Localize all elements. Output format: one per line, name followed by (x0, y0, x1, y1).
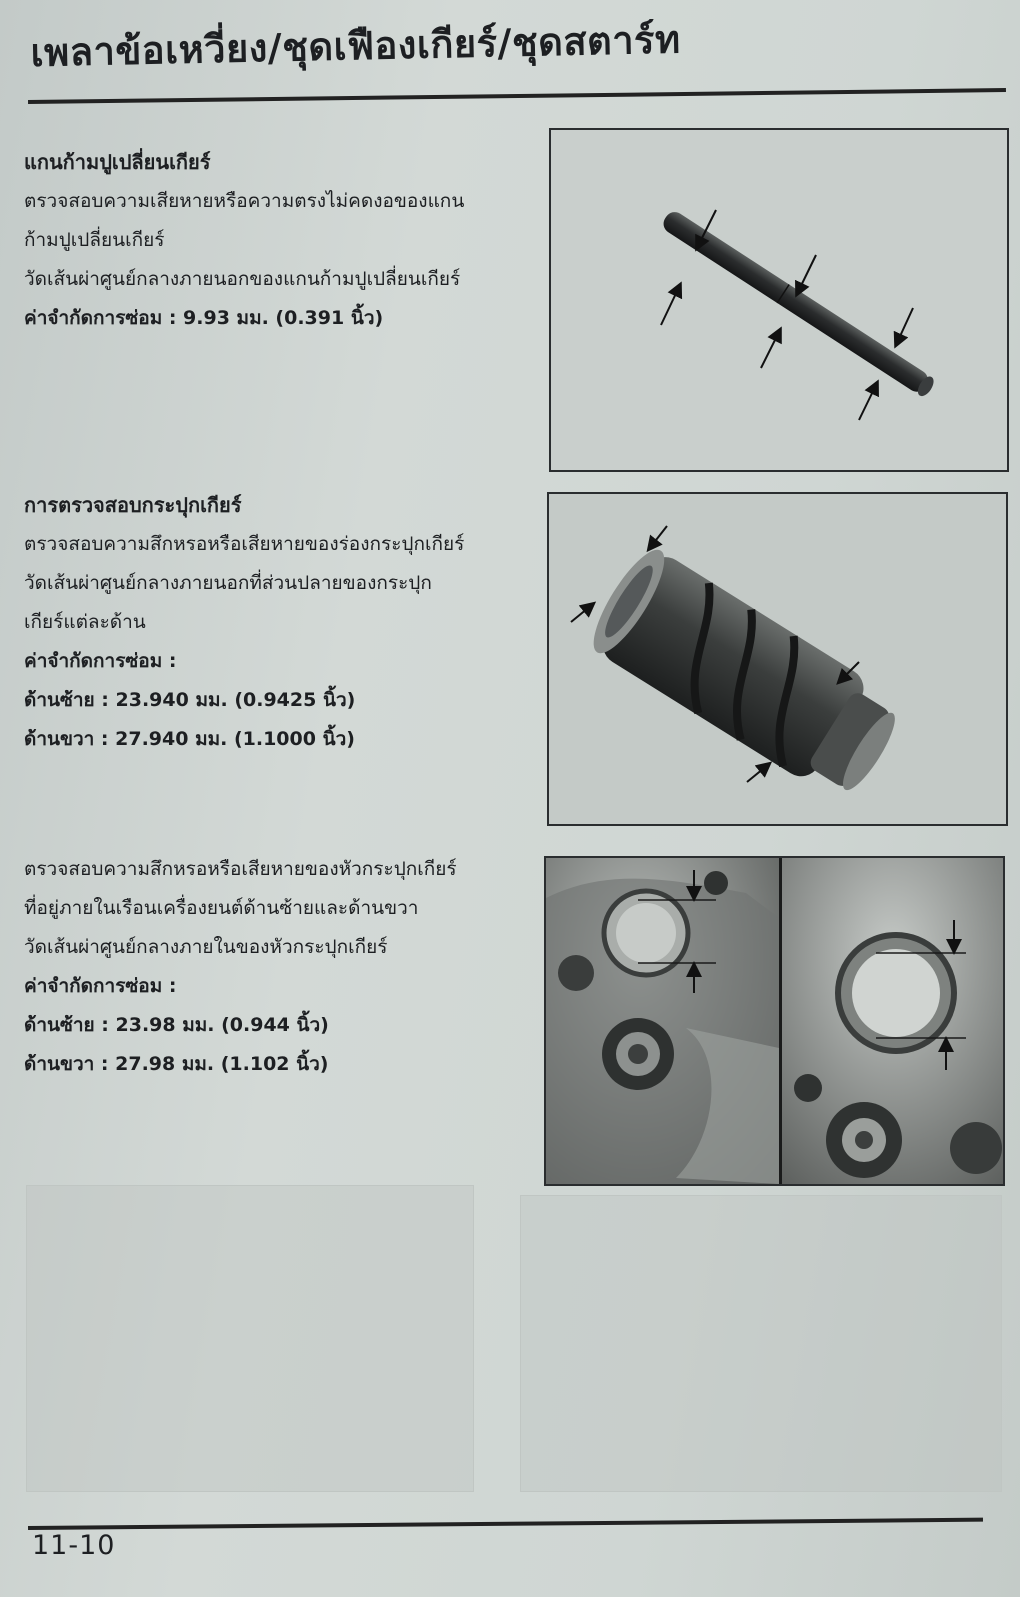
service-limit: ค่าจำกัดการซ่อม : 9.93 มม. (0.391 นิ้ว) (24, 307, 384, 329)
page-title: เพลาข้อเหวี่ยง/ชุดเฟืองเกียร์/ชุดสตาร์ท (30, 17, 681, 75)
body-line: เกียร์แต่ละด้าน (24, 611, 146, 633)
section-shift-drum (24, 486, 524, 759)
crankcase-with-measurement-lines-icon (546, 858, 1003, 1184)
shaft-with-measurement-arrows-icon (551, 130, 1007, 470)
crankcase-journal-photo (544, 856, 1005, 1186)
body-line: วัดเส้นผ่าศูนย์กลางภายนอกของแกนก้ามปูเปลี่ยนเกียร์ (24, 268, 461, 290)
body-line: วัดเส้นผ่าศูนย์กลางภายในของหัวกระปุกเกียร์ (24, 936, 388, 958)
body-line: ตรวจสอบความสึกหรอหรือเสียหายของหัวกระปุกเกียร์ (24, 858, 457, 880)
body-line: ตรวจสอบความเสียหายหรือความตรงไม่คดงอของแกน (24, 190, 465, 212)
drum-with-measurement-arrows-icon (549, 494, 1006, 824)
shift-fork-shaft-photo (549, 128, 1009, 472)
section-heading: แกนก้ามปูเปลี่ยนเกียร์ (24, 150, 211, 174)
service-limit-label: ค่าจำกัดการซ่อม : (24, 975, 177, 997)
shift-drum-photo (547, 492, 1008, 826)
service-limit-label: ค่าจำกัดการซ่อม : (24, 650, 177, 672)
section-heading: การตรวจสอบกระปุกเกียร์ (24, 493, 242, 517)
show-through-area (26, 1185, 474, 1492)
service-limit-left: ด้านซ้าย : 23.98 มม. (0.944 นิ้ว) (24, 1014, 329, 1036)
section-shift-fork-shaft (24, 143, 524, 338)
body-line: ที่อยู่ภายในเรือนเครื่องยนต์ด้านซ้ายและด้านขวา (24, 897, 419, 919)
service-limit-right: ด้านขวา : 27.940 มม. (1.1000 นิ้ว) (24, 728, 355, 750)
page-number: 11-10 (32, 1530, 116, 1561)
body-line: ก้ามปูเปลี่ยนเกียร์ (24, 229, 165, 251)
body-line: ตรวจสอบความสึกหรอหรือเสียหายของร่องกระปุกเกียร์ (24, 533, 465, 555)
service-limit-left: ด้านซ้าย : 23.940 มม. (0.9425 นิ้ว) (24, 689, 356, 711)
body-line: วัดเส้นผ่าศูนย์กลางภายนอกที่ส่วนปลายของกระปุก (24, 572, 432, 594)
section-drum-journal (24, 850, 524, 1084)
service-limit-right: ด้านขวา : 27.98 มม. (1.102 นิ้ว) (24, 1053, 329, 1075)
show-through-area (520, 1195, 1002, 1492)
